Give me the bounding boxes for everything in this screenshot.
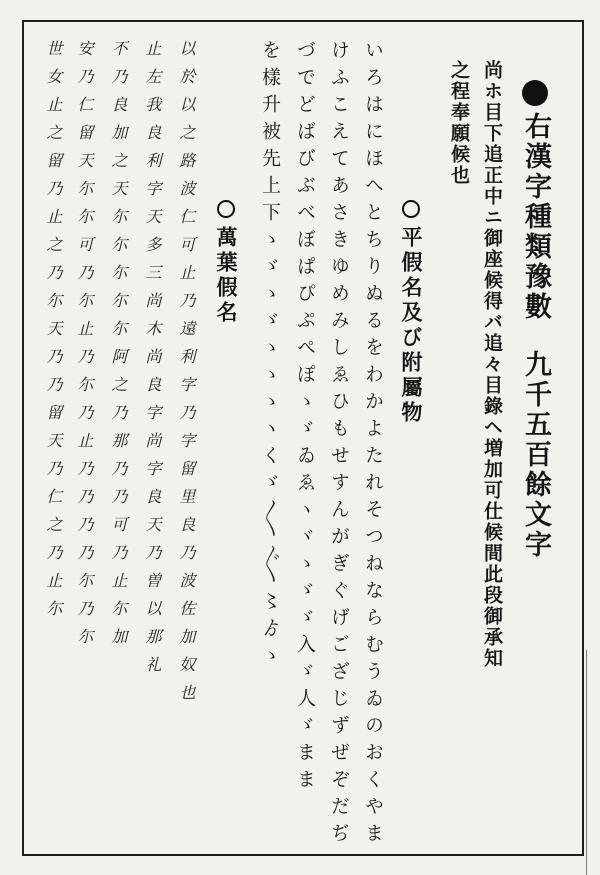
- page-title: [522, 80, 549, 560]
- manyogana-row-4: 安乃仁留天尓尓可乃尓止乃尓乃止乃乃乃乃尓乃尓: [75, 40, 94, 656]
- notice-line-1: 尚ホ目下追正中ニ御座候得バ追々目錄ヘ増加可仕候間此段御承知: [481, 60, 503, 669]
- manyogana-row-2: 止左我良利字天多三尚木尚良字尚字良天乃曽以那礼: [143, 40, 162, 684]
- hiragana-row-2: けふこえてあさきゆめみしゑひもせすんがぎぐげござじずぜぞだぢ: [328, 40, 350, 850]
- hiragana-heading-text: 平假名及び附屬物: [399, 226, 424, 426]
- notice-line-2: 之程奉願候也: [448, 60, 470, 186]
- filled-circle-bullet-icon: [522, 80, 548, 106]
- manyogana-row-1: 以於以之路波仁可止乃遠利字乃字留里良乃波佐加奴也: [177, 40, 196, 712]
- hiragana-row-4: を樣升被先上下ゝゞゝゞゝゝゝヽくゞ〳〵〴〵〻ゟゝ: [259, 40, 281, 672]
- manyogana-heading-text: 萬葉假名: [214, 226, 239, 326]
- character-count: 九千五百餘文字: [520, 350, 551, 560]
- title-text: 右漢字種類豫數: [520, 112, 551, 322]
- adjacent-page-edge: [586, 650, 597, 875]
- hiragana-row-3: づでどばびぶべぼぱぴぷぺぽゝゞゐゑヽヾゝゞゞ入ゞ人ゞまま: [294, 40, 316, 796]
- open-circle-bullet-icon: [402, 200, 420, 218]
- hiragana-row-1: いろはにほへとちりぬるをわかよたれそつねならむうゐのおくやま: [362, 40, 384, 850]
- hiragana-section-heading: [401, 200, 422, 426]
- manyogana-section-heading: [216, 200, 237, 326]
- manyogana-row-5: 世女止之留乃止之乃尓天乃乃留天乃仁之乃止尓: [44, 40, 63, 628]
- open-circle-bullet-icon: [217, 200, 235, 218]
- manyogana-row-3: 不乃良加之天尓尓尓尓尓阿之乃那乃乃可乃止尓加: [109, 40, 128, 656]
